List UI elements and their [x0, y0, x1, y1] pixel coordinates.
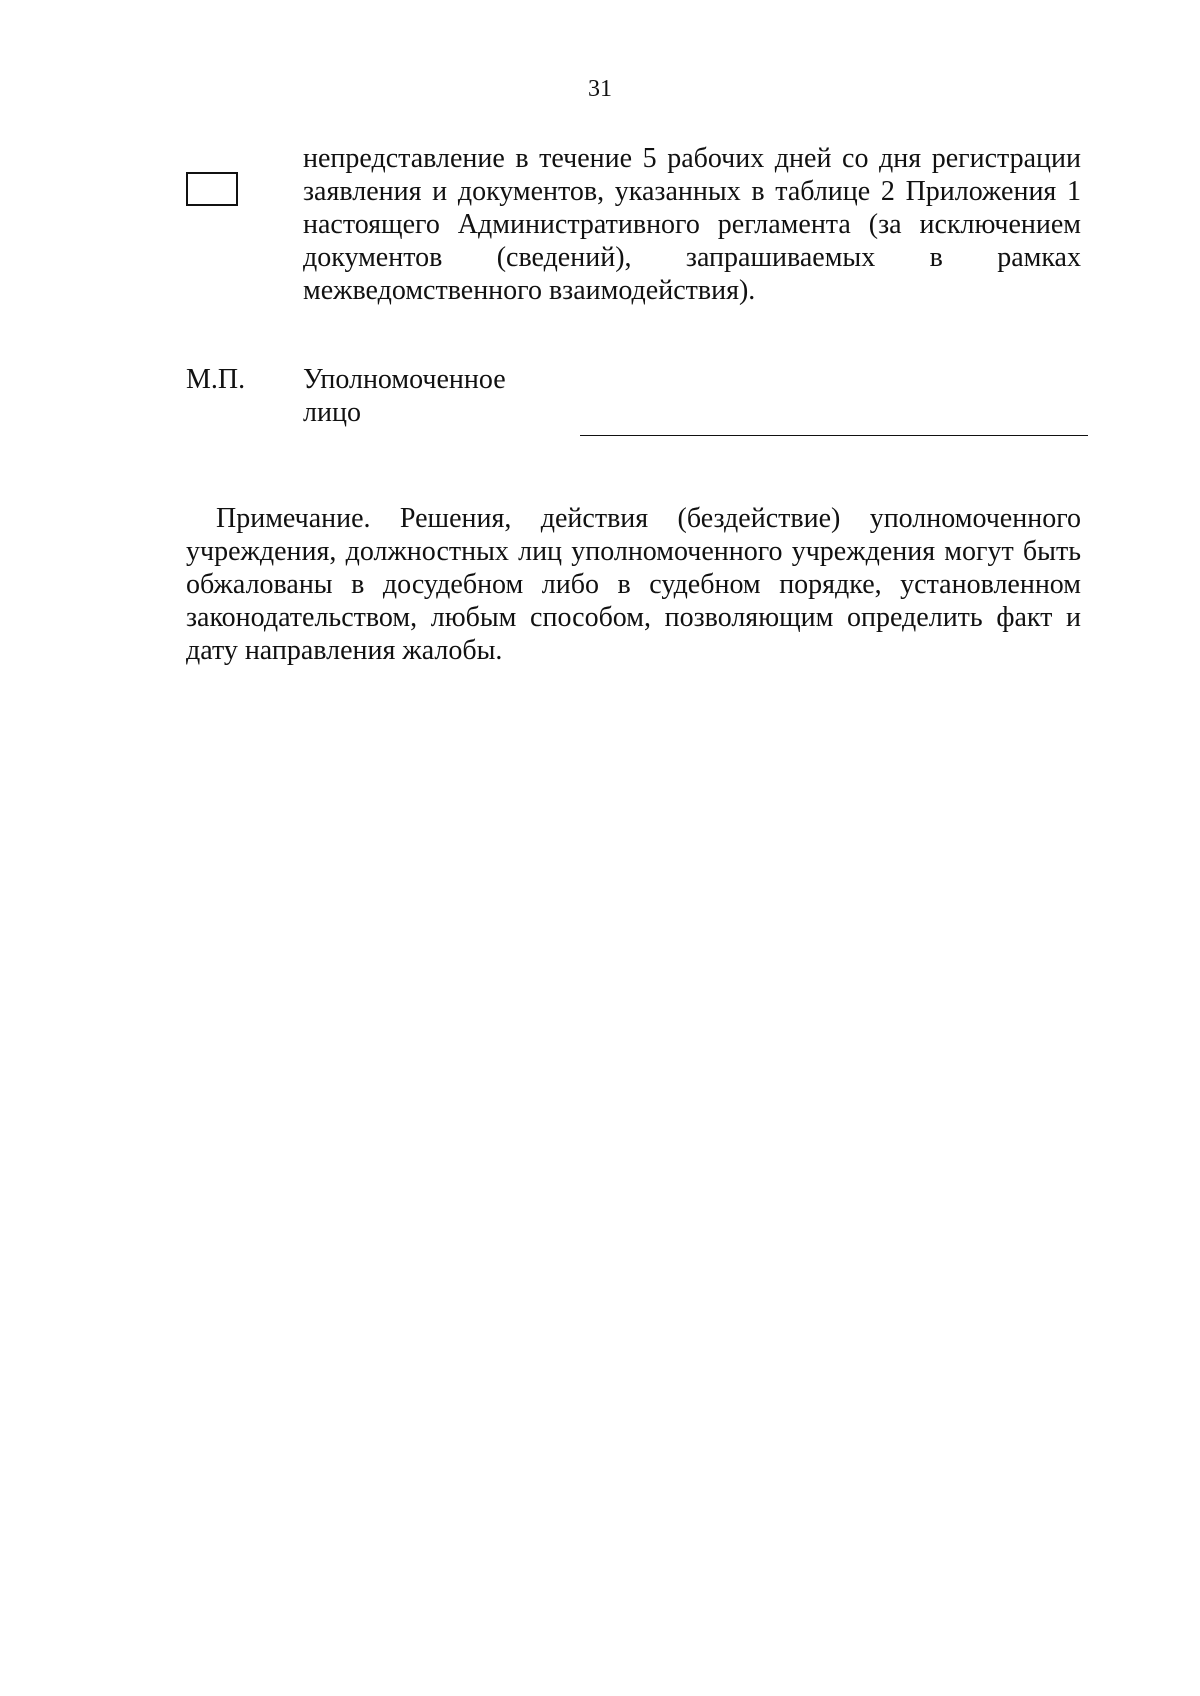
item-text-line: межведомственного взаимодействия).	[303, 275, 756, 306]
checkbox[interactable]	[186, 172, 238, 206]
note-paragraph	[186, 502, 1081, 667]
signer-label-line: лицо	[303, 397, 361, 428]
signature-line	[580, 435, 1088, 436]
item-text-line: непредставление в течение 5 рабочих дней со дня регистрации	[303, 143, 1081, 174]
item-text-line: документов (сведений), запрашиваемых в рамках	[303, 242, 1081, 273]
signer-label	[303, 363, 563, 429]
item-text-line: настоящего Административного регламента (за исключением	[303, 209, 1081, 240]
stamp-label: М.П.	[186, 364, 246, 395]
note-line: обжалованы в досудебном либо в судебном порядке, установленном	[186, 569, 1081, 600]
signer-label-line: Уполномоченное	[303, 364, 506, 395]
note-line: Примечание. Решения, действия (бездействие) уполномоченного	[216, 503, 1081, 534]
note-line: законодательством, любым способом, позволяющим определить факт и	[186, 602, 1081, 633]
note-line: дату направления жалобы.	[186, 635, 503, 666]
item-text-line: заявления и документов, указанных в таблице 2 Приложения 1	[303, 176, 1081, 207]
checkbox-item-text	[303, 142, 1081, 307]
note-line: учреждения, должностных лиц уполномоченного учреждения могут быть	[186, 536, 1081, 567]
page-number: 31	[588, 76, 612, 102]
